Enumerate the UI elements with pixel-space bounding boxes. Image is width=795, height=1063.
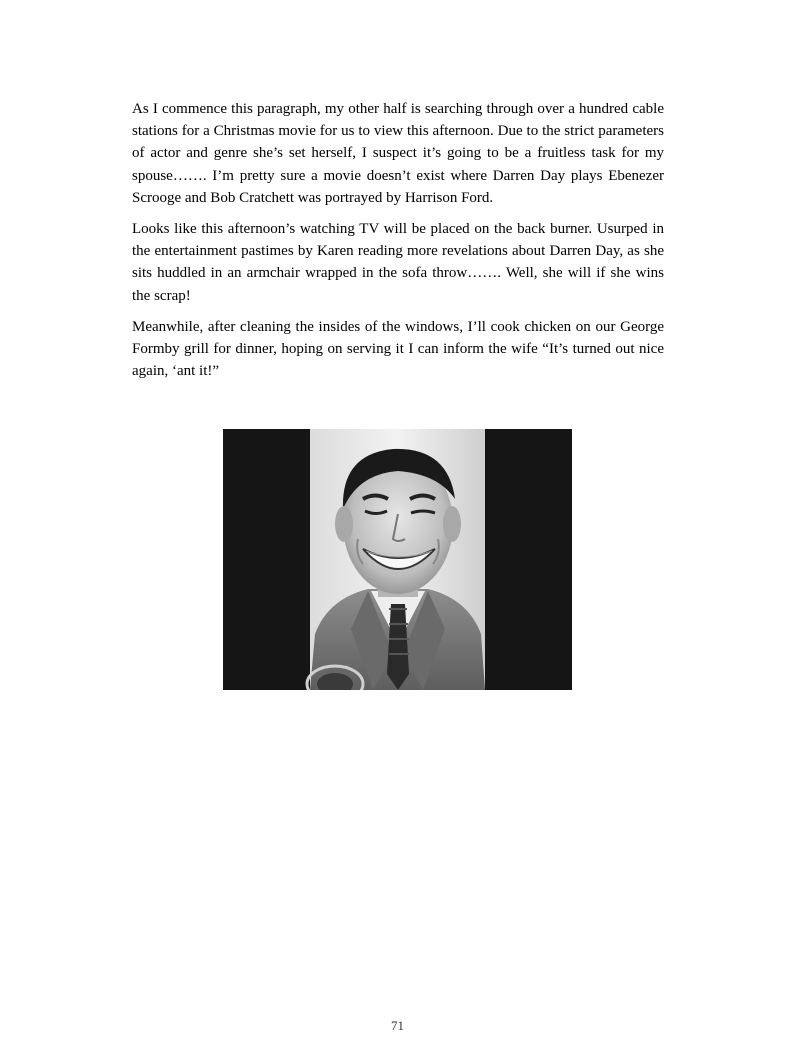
paragraph-2: Looks like this afternoon’s watching TV will be placed on the back burner. Usurped in the entertainment pastimes by Karen reading more revelations about Darren Day, as she sits huddled in an armchair wrapped in the sofa throw……. Well, she will if she wins the scrap! bbox=[132, 221, 664, 304]
paragraph-3: Meanwhile, after cleaning the insides of the windows, I’ll cook chicken on our George Formby grill for dinner, hoping on serving it I can inform the wife “It’s turned out nice again, ‘ant it!” bbox=[132, 318, 664, 380]
paragraph-1: As I commence this paragraph, my other half is searching through over a hundred cable stations for a Christmas movie for us to view this afternoon. Due to the strict parameters of actor and genre she’s set herself, I suspect it’s going to be a fruitless task for my spouse……. I’m pretty sure a movie doesn’t exist where Darren Day plays Ebenezer Scrooge and Bob Cratchett was portrayed by Harrison Ford. bbox=[132, 101, 664, 206]
body-text bbox=[132, 98, 664, 391]
portrait-photo bbox=[223, 429, 572, 690]
page-number: 71 bbox=[391, 1018, 404, 1033]
portrait-illustration bbox=[223, 429, 572, 690]
